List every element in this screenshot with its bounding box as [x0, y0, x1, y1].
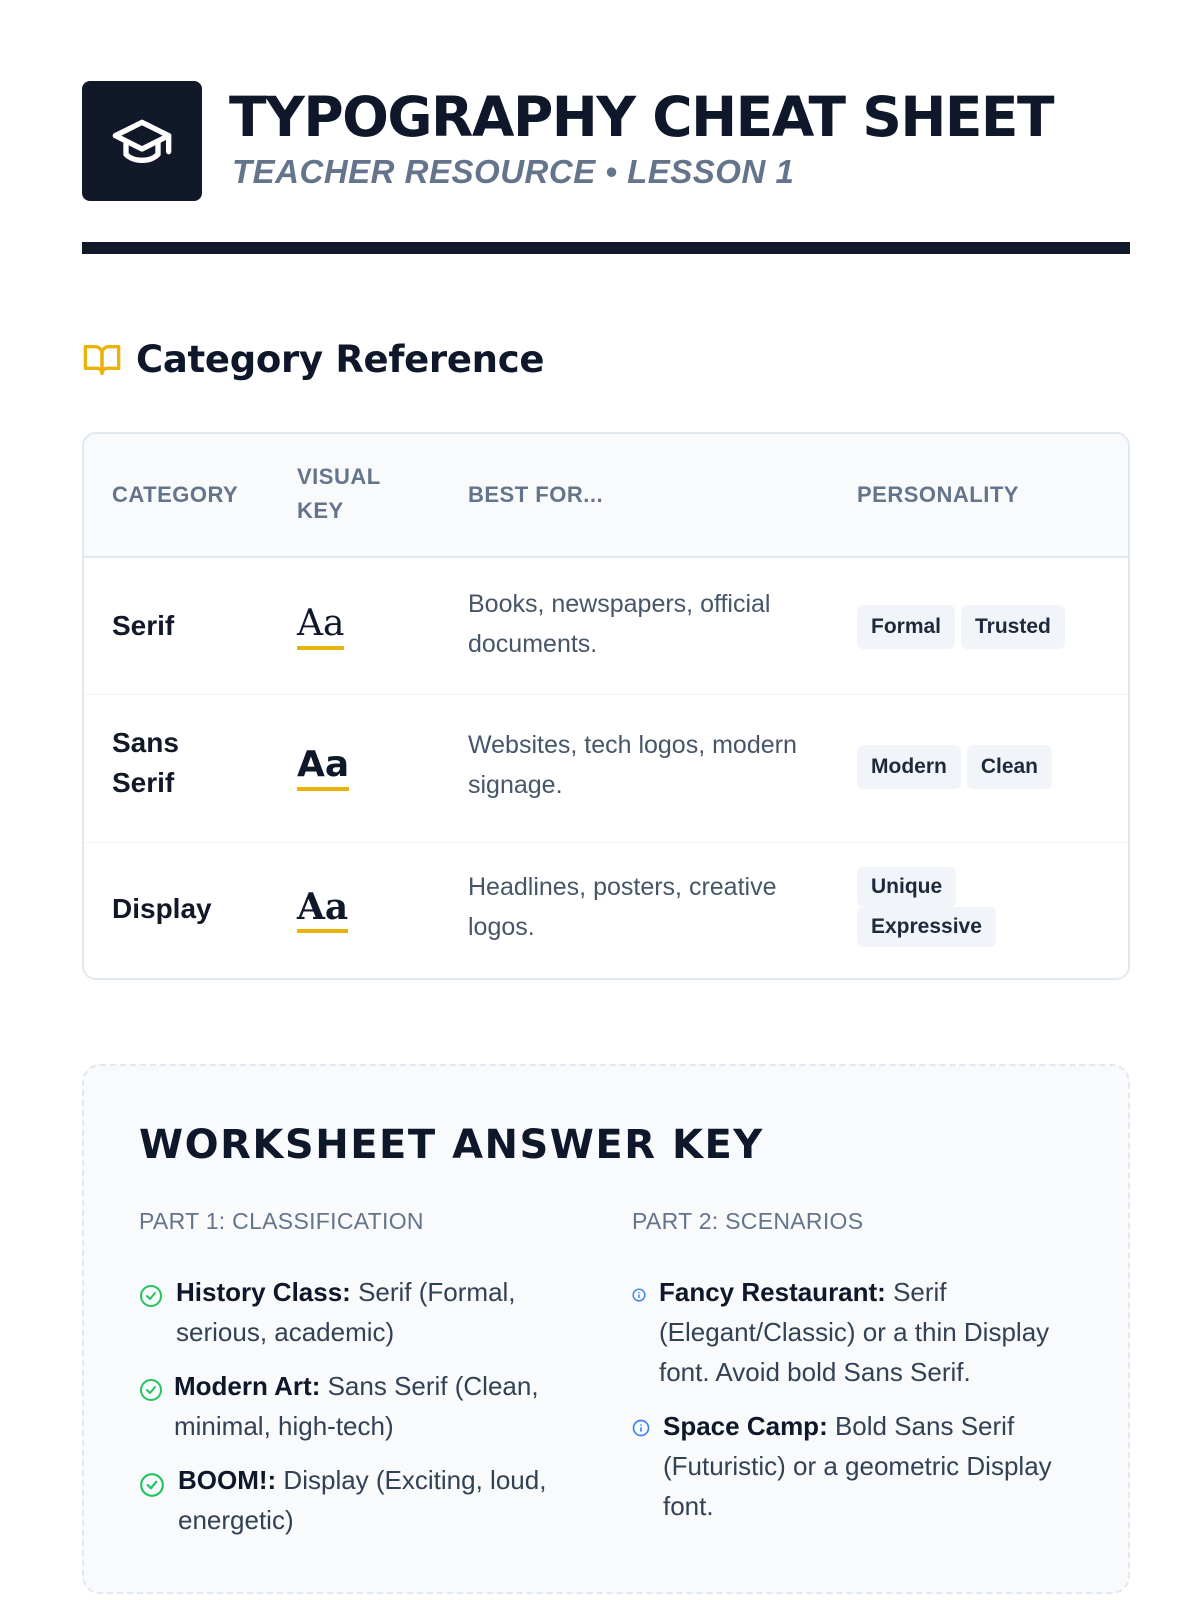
personality-tag: Unique — [857, 867, 956, 907]
personality-tag: Formal — [857, 605, 955, 649]
answer-text: Serif (Formal, serious, academic) — [176, 1277, 516, 1347]
personality-tags — [857, 745, 1087, 789]
table-row — [84, 558, 1128, 695]
answer-item — [139, 1366, 559, 1446]
column-header-category: CATEGORY — [112, 482, 239, 507]
column-header-personality: PERSONALITY — [857, 482, 1019, 507]
personality-tags — [857, 605, 1087, 649]
graduation-cap-icon — [110, 109, 174, 173]
column-header-visual-key: VISUAL KEY — [297, 464, 381, 523]
check-circle-icon — [139, 1378, 163, 1402]
answer-label: History Class: — [176, 1277, 351, 1307]
info-circle-icon — [632, 1419, 650, 1437]
page-title: TYPOGRAPHY CHEAT SHEET — [229, 85, 1054, 149]
check-circle-icon — [139, 1472, 165, 1498]
category-name: Display — [112, 893, 212, 924]
personality-tag: Modern — [857, 745, 961, 789]
visual-key-sample: Aa — [297, 604, 344, 650]
category-table — [82, 432, 1130, 980]
personality-tag: Clean — [967, 745, 1052, 789]
part2-title: PART 2: SCENARIOS — [632, 1208, 864, 1234]
personality-tag: Expressive — [857, 907, 996, 947]
section-title: Category Reference — [136, 338, 545, 381]
answer-key-card — [82, 1064, 1130, 1594]
table-row — [84, 695, 1128, 843]
header-divider — [82, 242, 1130, 254]
personality-tag: Trusted — [961, 605, 1065, 649]
table-row — [84, 843, 1128, 980]
category-name: Serif — [112, 610, 175, 641]
answer-item — [632, 1406, 1072, 1526]
category-name: Sans Serif — [112, 727, 179, 798]
best-for-text: Books, newspapers, official documents. — [468, 590, 771, 658]
answer-text: Sans Serif (Clean, minimal, high-tech) — [174, 1371, 539, 1441]
check-circle-icon — [139, 1284, 163, 1308]
personality-tags — [857, 867, 1017, 947]
page-subtitle: TEACHER RESOURCE • LESSON 1 — [232, 153, 795, 190]
book-open-icon — [82, 340, 122, 380]
table-header — [84, 434, 1128, 558]
visual-key-sample: Aa — [297, 887, 348, 933]
category-reference-heading — [82, 338, 544, 381]
answer-label: BOOM!: — [178, 1465, 277, 1495]
answer-label: Modern Art: — [174, 1371, 321, 1401]
answer-text: Display (Exciting, loud, energetic) — [178, 1465, 547, 1535]
answer-item — [139, 1460, 559, 1540]
answer-label: Space Camp: — [663, 1411, 828, 1441]
answer-label: Fancy Restaurant: — [659, 1277, 886, 1307]
column-header-best-for: BEST FOR... — [468, 482, 604, 507]
page-header — [82, 81, 1130, 201]
best-for-text: Headlines, posters, creative logos. — [468, 873, 777, 941]
answer-text: Bold Sans Serif (Futuristic) or a geometric Display font. — [663, 1411, 1052, 1521]
answer-text: Serif (Elegant/Classic) or a thin Display font. Avoid bold Sans Serif. — [659, 1277, 1050, 1387]
info-circle-icon — [632, 1288, 646, 1302]
logo — [82, 81, 202, 201]
answer-key-title: WORKSHEET ANSWER KEY — [139, 1122, 764, 1168]
part1-title: PART 1: CLASSIFICATION — [139, 1208, 424, 1234]
visual-key-sample: Aa — [297, 745, 349, 791]
answer-item — [632, 1272, 1072, 1392]
best-for-text: Websites, tech logos, modern signage. — [468, 731, 797, 799]
answer-item — [139, 1272, 559, 1352]
